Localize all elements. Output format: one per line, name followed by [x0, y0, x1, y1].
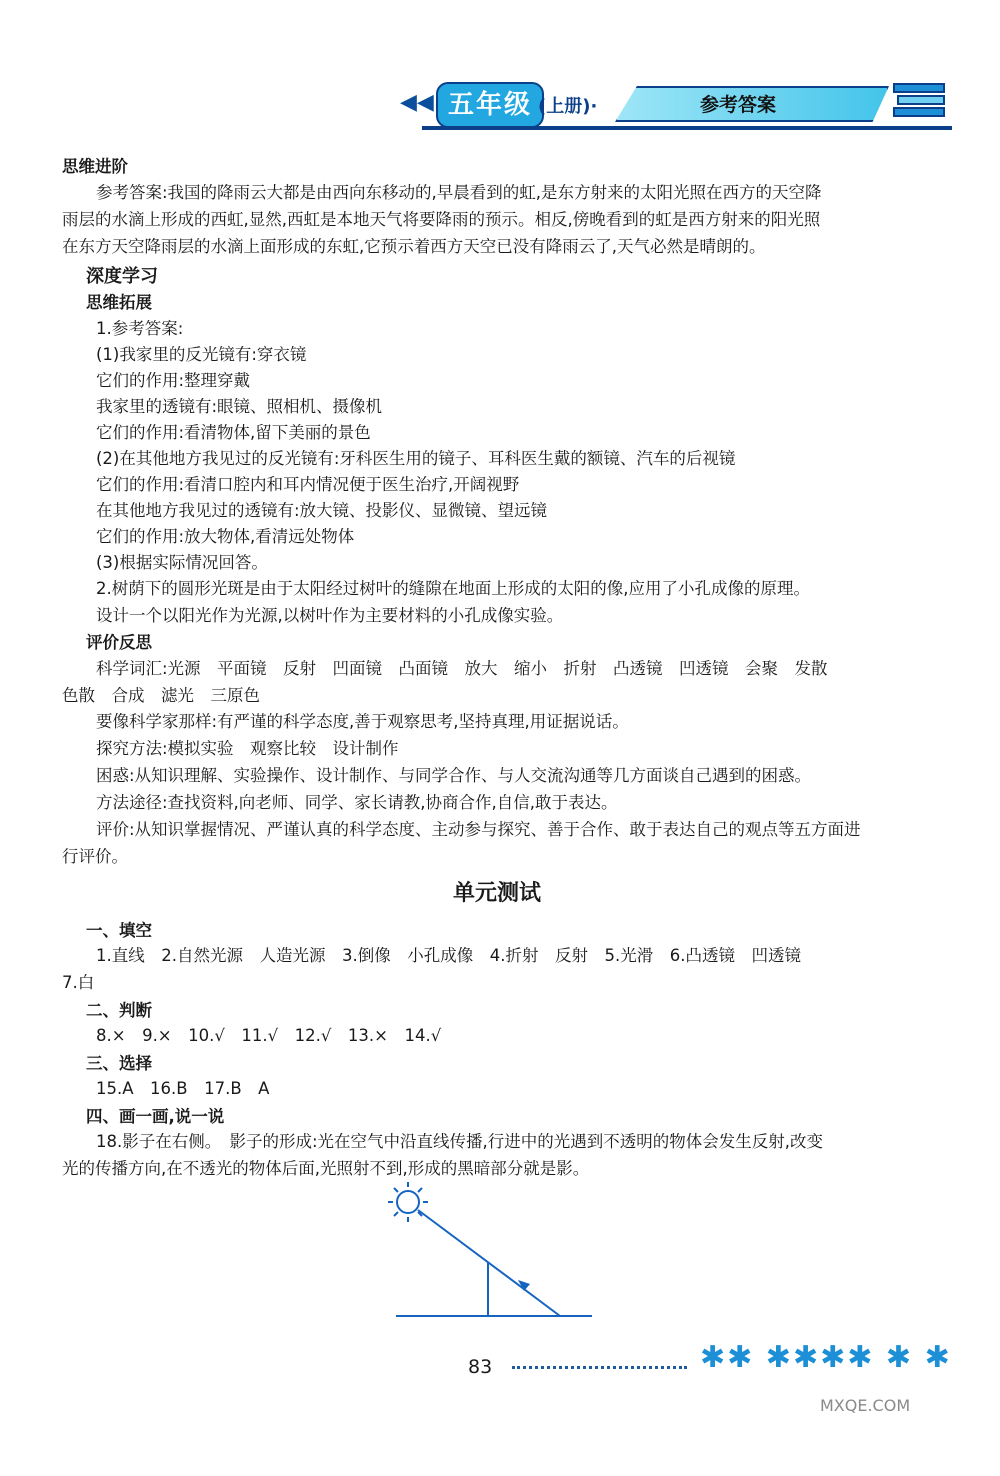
- paragraph-line: 在其他地方我见过的透镜有:放大镜、投影仪、显微镜、望远镜: [96, 501, 548, 520]
- paragraph-line: (3)根据实际情况回答。: [96, 553, 268, 572]
- paragraph-line: 要像科学家那样:有严谨的科学态度,善于观察思考,坚持真理,用证据说话。: [96, 712, 629, 731]
- volume-label: (上册)·: [538, 96, 598, 117]
- answer-line: 光的传播方向,在不透光的物体后面,光照射不到,形成的黑暗部分就是影。: [62, 1159, 590, 1178]
- unit-test-title: 单元测试: [452, 880, 541, 906]
- subsection-heading: 思维拓展: [86, 293, 152, 312]
- sun-icon: [388, 1182, 428, 1222]
- question-heading: 二、判断: [86, 1001, 152, 1020]
- book-icon: [890, 78, 950, 124]
- paragraph-line: 2.树荫下的圆形光斑是由于太阳经过树叶的缝隙在地面上形成的太阳的像,应用了小孔成像的原理。: [96, 579, 810, 598]
- question-heading: 一、填空: [86, 921, 152, 940]
- question-heading: 三、选择: [86, 1054, 152, 1073]
- paragraph-line: 行评价。: [62, 847, 128, 866]
- paragraph-line: 探究方法:模拟实验 观察比较 设计制作: [96, 739, 399, 758]
- watermark: MXQE.COM: [820, 1396, 911, 1415]
- flower-decoration-icon: ✱✱ ✱✱✱✱ ✱ ✱: [700, 1340, 952, 1375]
- paragraph-line: 它们的作用:看清物体,留下美丽的景色: [96, 423, 371, 442]
- paragraph-line: 参考答案:我国的降雨云大都是由西向东移动的,早晨看到的虹,是东方射来的太阳光照在西方的天空降: [96, 183, 822, 202]
- answer-line: 1.直线 2.自然光源 人造光源 3.倒像 小孔成像 4.折射 反射 5.光滑 6.凸透镜 凹透镜: [96, 946, 801, 965]
- paragraph-line: 评价:从知识掌握情况、严谨认真的科学态度、主动参与探究、善于合作、敢于表达自己的观点等五方面进: [96, 820, 861, 839]
- section-heading: 思维进阶: [62, 157, 128, 176]
- paragraph-line: 科学词汇:光源 平面镜 反射 凹面镜 凸面镜 放大 缩小 折射 凸透镜 凹透镜 会聚 发散: [96, 659, 828, 678]
- shadow-diagram: [380, 1176, 600, 1326]
- paragraph-line: 它们的作用:整理穿戴: [96, 371, 251, 390]
- answer-line: 7.白: [62, 973, 95, 992]
- paragraph-line: 色散 合成 滤光 三原色: [62, 686, 260, 705]
- paragraph-line: 雨层的水滴上形成的西虹,显然,西虹是本地天气将要降雨的预示。相反,傍晚看到的虹是西方射来的阳光照: [62, 210, 821, 229]
- section-heading: 深度学习: [86, 266, 158, 287]
- question-heading: 四、画一画,说一说: [86, 1107, 225, 1126]
- answer-line: 8.× 9.× 10.√ 11.√ 12.√ 13.× 14.√: [96, 1026, 442, 1045]
- paragraph-line: 方法途径:查找资料,向老师、同学、家长请教,协商合作,自信,敢于表达。: [96, 793, 618, 812]
- paragraph-line: (1)我家里的反光镜有:穿衣镜: [96, 345, 307, 364]
- page-number: 83: [468, 1356, 493, 1378]
- answer-line: 18.影子在右侧。 影子的形成:光在空气中沿直线传播,行进中的光遇到不透明的物体会发生反射,改变: [96, 1132, 824, 1151]
- page-header: [400, 78, 960, 138]
- paragraph-line: 我家里的透镜有:眼镜、照相机、摄像机: [96, 397, 383, 416]
- paragraph-line: 1.参考答案:: [96, 319, 184, 338]
- paragraph-line: 在东方天空降雨层的水滴上面形成的东虹,它预示着西方天空已没有降雨云了,天气必然是晴朗的。: [62, 237, 766, 256]
- paragraph-line: 它们的作用:放大物体,看清远处物体: [96, 527, 355, 546]
- dotted-rule: [512, 1366, 687, 1369]
- double-arrow-icon: ◀◀: [400, 90, 434, 115]
- grade-badge: 五年级: [436, 82, 544, 128]
- answer-line: 15.A 16.B 17.B A: [96, 1079, 270, 1098]
- header-underline: [422, 126, 952, 130]
- paragraph-line: 它们的作用:看清口腔内和耳内情况便于医生治疗,开阔视野: [96, 475, 520, 494]
- paragraph-line: (2)在其他地方我见过的反光镜有:牙科医生用的镜子、耳科医生戴的额镜、汽车的后视镜: [96, 449, 736, 468]
- subsection-heading: 评价反思: [86, 633, 152, 652]
- paragraph-line: 设计一个以阳光作为光源,以树叶作为主要材料的小孔成像实验。: [96, 606, 564, 625]
- paragraph-line: 困惑:从知识理解、实验操作、设计制作、与同学合作、与人交流沟通等几方面谈自己遇到的困惑。: [96, 766, 812, 785]
- answer-label: 参考答案: [700, 94, 777, 116]
